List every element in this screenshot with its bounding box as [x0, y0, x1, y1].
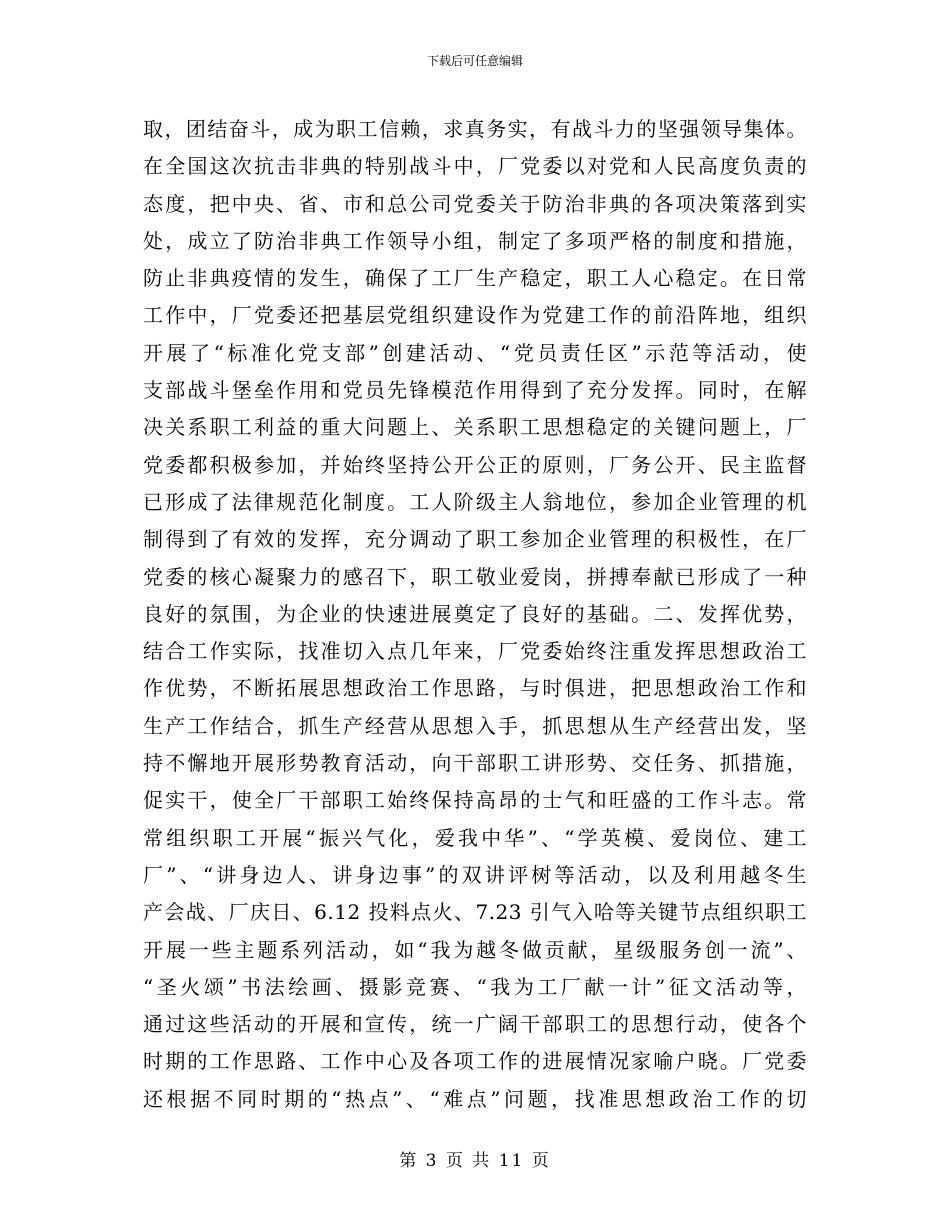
body-line-12: 制得到了有效的发挥，充分调动了职工参加企业管理的积极性，在厂 — [143, 527, 807, 552]
body-line-2: 在全国这次抗击非典的特别战斗中，厂党委以对党和人民高度负责的 — [143, 154, 807, 179]
body-line-26: 时期的工作思路、工作中心及各项工作的进展情况家喻户晓。厂党委 — [143, 1049, 807, 1074]
body-line-3: 态度，把中央、省、市和总公司党委关于防治非典的各项决策落到实 — [143, 191, 807, 216]
body-line-25: 通过这些活动的开展和宣传，统一广阔干部职工的思想行动，使各个 — [143, 1012, 807, 1037]
page-header: 下载后可任意编辑 — [426, 54, 523, 68]
body-line-22: 产会战、厂庆日、6.12 投料点火、7.23 引气入哈等关键节点组织职工 — [143, 900, 807, 925]
body-line-27: 还根据不同时期的“热点”、“难点”问题，找准思想政治工作的切 — [143, 1086, 807, 1111]
page-number-footer: 第 3 页 共 11 页 — [399, 1151, 551, 1171]
body-line-16: 作优势，不断拓展思想政治工作思路，与时俱进，把思想政治工作和 — [143, 676, 807, 701]
body-line-7: 开展了“标准化党支部”创建活动、“党员责任区”示范等活动，使 — [143, 340, 807, 365]
document-body — [143, 111, 807, 1118]
body-line-8: 支部战斗堡垒作用和党员先锋模范作用得到了充分发挥。同时，在解 — [143, 378, 807, 403]
body-line-6: 工作中，厂党委还把基层党组织建设作为党建工作的前沿阵地，组织 — [143, 303, 807, 328]
body-line-9: 决关系职工利益的重大问题上、关系职工思想稳定的关键问题上，厂 — [143, 415, 807, 440]
body-line-21: 厂”、“讲身边人、讲身边事”的双讲评树等活动，以及利用越冬生 — [143, 862, 807, 887]
body-line-10: 党委都积极参加，并始终坚持公开公正的原则，厂务公开、民主监督 — [143, 452, 807, 477]
body-line-5: 防止非典疫情的发生，确保了工厂生产稳定，职工人心稳定。在日常 — [143, 266, 807, 291]
body-line-13: 党委的核心凝聚力的感召下，职工敬业爱岗，拼搏奉献已形成了一种 — [143, 564, 807, 589]
body-line-4: 处，成立了防治非典工作领导小组，制定了多项严格的制度和措施， — [143, 228, 807, 253]
body-line-14: 良好的氛围，为企业的快速进展奠定了良好的基础。二、发挥优势， — [143, 601, 807, 626]
body-line-15: 结合工作实际，找准切入点几年来，厂党委始终注重发挥思想政治工 — [143, 639, 807, 664]
body-line-19: 促实干，使全厂干部职工始终保持高昂的士气和旺盛的工作斗志。常 — [143, 788, 807, 813]
body-line-20: 常组织职工开展“振兴气化，爱我中华”、“学英模、爱岗位、建工 — [143, 825, 807, 850]
body-line-17: 生产工作结合，抓生产经营从思想入手，抓思想从生产经营出发，坚 — [143, 713, 807, 738]
body-line-11: 已形成了法律规范化制度。工人阶级主人翁地位，参加企业管理的机 — [143, 489, 807, 514]
body-line-23: 开展一些主题系列活动，如“我为越冬做贡献，星级服务创一流”、 — [143, 937, 807, 962]
body-line-1: 取，团结奋斗，成为职工信赖，求真务实，有战斗力的坚强领导集体。 — [143, 117, 807, 141]
body-line-18: 持不懈地开展形势教育活动，向干部职工讲形势、交任务、抓措施， — [143, 751, 807, 776]
body-line-24: “圣火颂”书法绘画、摄影竞赛、“我为工厂献一计”征文活动等， — [143, 974, 807, 999]
